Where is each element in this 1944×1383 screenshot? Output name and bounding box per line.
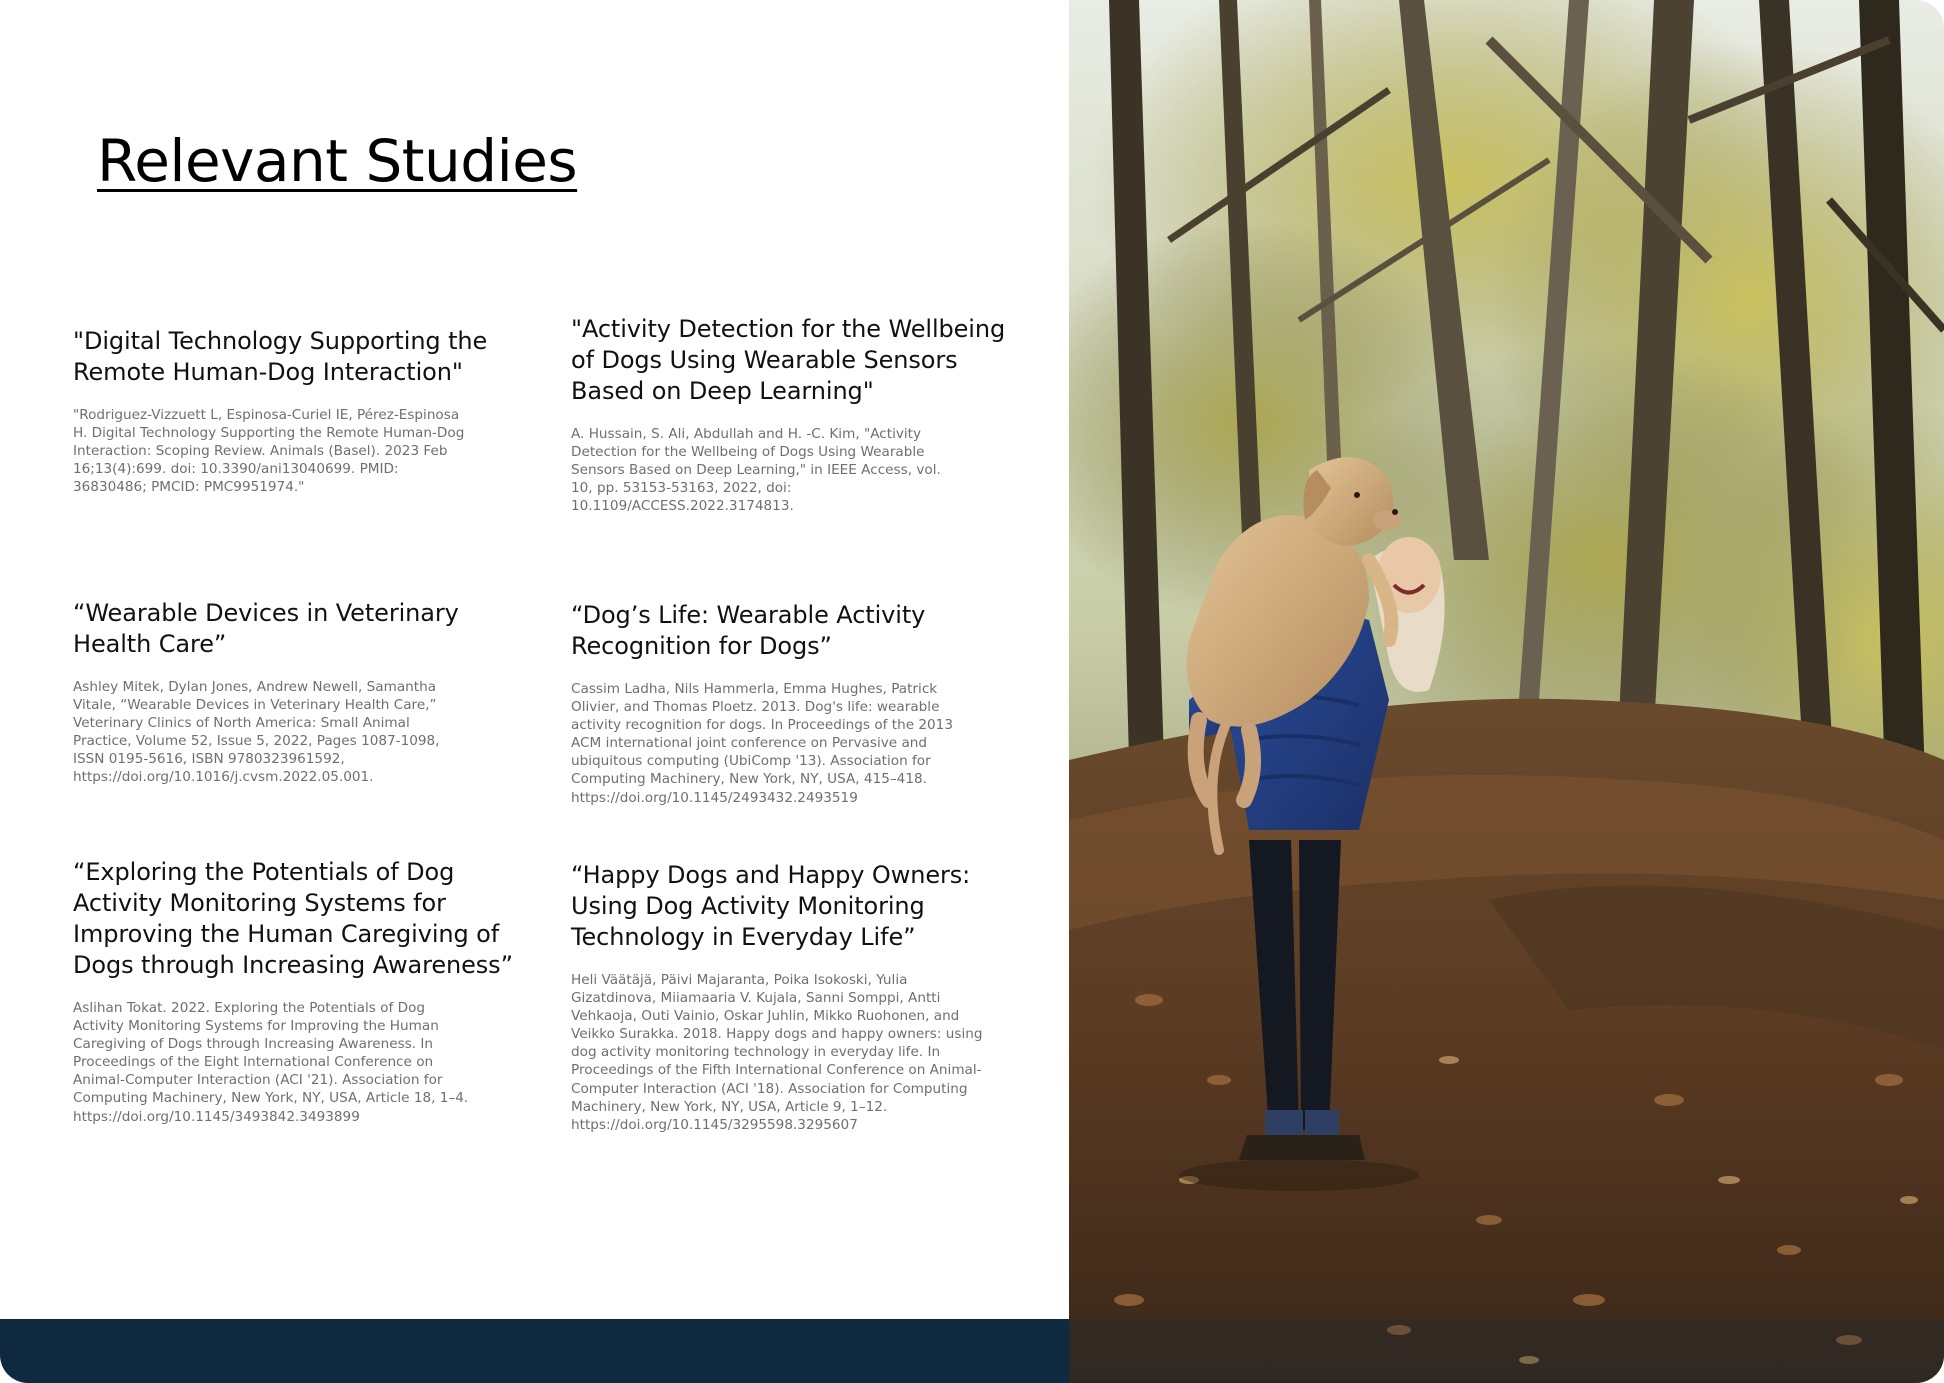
study-title: “Wearable Devices in Veterinary Health Care” <box>73 599 459 658</box>
study-card <box>571 600 1011 807</box>
study-citation: Cassim Ladha, Nils Hammerla, Emma Hughes, Patrick Olivier, and Thomas Ploetz. 2013. Dog's life: wearable activity recognition for dogs. In Proceedings of the 2013 ACM international joint conference on Pervasive and ubiquitous computing (UbiComp '13). Association for Computing Machinery, New York, NY, USA, 415–418. https://doi.org/10.1145/2493432.2493519 <box>571 681 953 806</box>
study-title: “Exploring the Potentials of Dog Activity Monitoring Systems for Improving the Human Caregiving of Dogs through Increasing Awareness” <box>73 858 513 979</box>
study-card <box>571 860 1011 1134</box>
study-card <box>571 314 1011 515</box>
study-card <box>73 326 513 496</box>
study-title: "Activity Detection for the Wellbeing of Dogs Using Wearable Sensors Based on Deep Learning" <box>571 315 1006 405</box>
page-title: Relevant Studies <box>97 127 578 195</box>
study-title: “Dog’s Life: Wearable Activity Recognition for Dogs” <box>571 601 926 660</box>
study-citation: Heli Väätäjä, Päivi Majaranta, Poika Isokoski, Yulia Gizatdinova, Miiamaaria V. Kujala, Sanni Somppi, Antti Vehkaoja, Outi Vainio, Oskar Juhlin, Mikko Ruohonen, and Veikko Surakka. 2018. Happy dogs and happy owners: using dog activity monitoring technology in everyday life. In Proceedings of the Fifth International Conference on Animal-Computer Interaction (ACI '18). Association for Computing Machinery, New York, NY, USA, Article 9, 1–12. https://doi.org/10.1145/3295598.3295607 <box>571 972 983 1133</box>
study-card <box>73 857 533 1126</box>
study-card <box>73 598 473 787</box>
study-citation: "Rodriguez-Vizzuett L, Espinosa-Curiel IE, Pérez-Espinosa H. Digital Technology Supporting the Remote Human-Dog Interaction: Scoping Review. Animals (Basel). 2023 Feb 16;13(4):699. doi: 10.3390/ani13040699. PMID: 36830486; PMCID: PMC9951974." <box>73 407 465 496</box>
study-title: “Happy Dogs and Happy Owners: Using Dog Activity Monitoring Technology in Everyday Life” <box>571 861 971 951</box>
forest-dog-illustration <box>1069 0 1944 1383</box>
study-citation: Aslihan Tokat. 2022. Exploring the Potentials of Dog Activity Monitoring Systems for Improving the Human Caregiving of Dogs through Increasing Awareness. In Proceedings of the Eight International Conference on Animal-Computer Interaction (ACI '21). Association for Computing Machinery, New York, NY, USA, Article 18, 1–4. https://doi.org/10.1145/3493842.3493899 <box>73 1000 469 1125</box>
study-citation: A. Hussain, S. Ali, Abdullah and H. -C. Kim, "Activity Detection for the Wellbeing of Dogs Using Wearable Sensors Based on Deep Learning," in IEEE Access, vol. 10, pp. 53153-53163, 2022, doi: 10.1109/ACCESS.2022.3174813. <box>571 426 941 515</box>
forest-dog-photo <box>1069 0 1944 1383</box>
study-citation: Ashley Mitek, Dylan Jones, Andrew Newell, Samantha Vitale, “Wearable Devices in Veterinary Health Care,” Veterinary Clinics of North America: Small Animal Practice, Volume 52, Issue 5, 2022, Pages 1087-1098, ISSN 0195-5616, ISBN 9780323961592, https://doi.org/10.1016/j.cvsm.2022.05.001. <box>73 679 440 786</box>
study-title: "Digital Technology Supporting the Remote Human-Dog Interaction" <box>73 327 488 386</box>
